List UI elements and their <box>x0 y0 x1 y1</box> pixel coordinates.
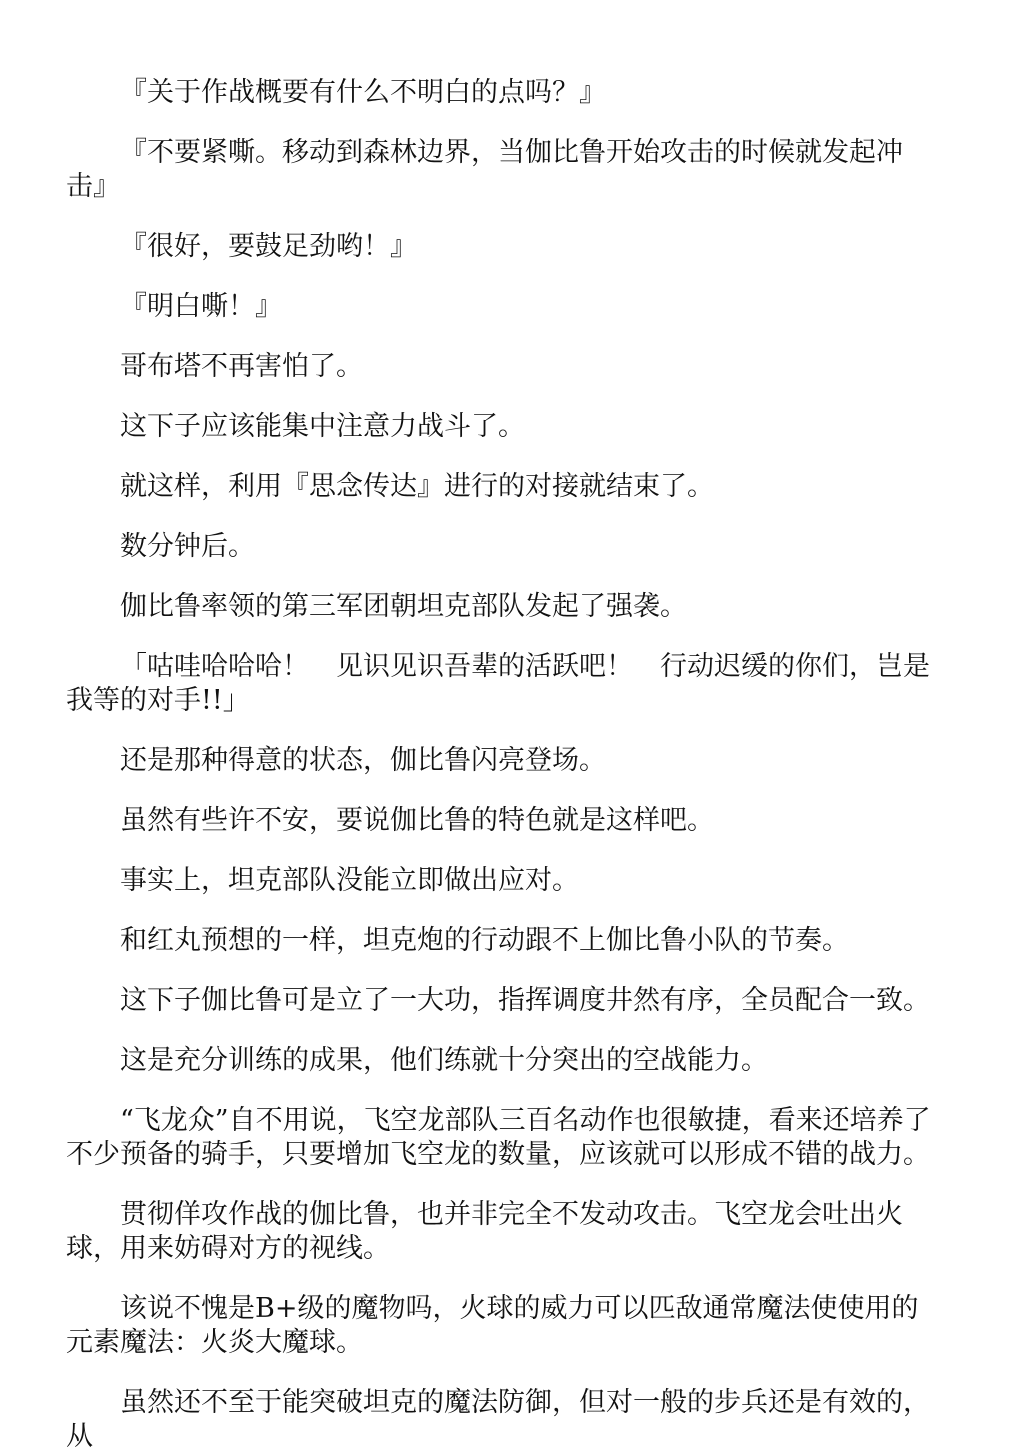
paragraph: 『很好，要鼓足劲哟！』 <box>120 231 417 262</box>
paragraph: 哥布塔不再害怕了。 <box>120 351 363 382</box>
paragraph: 和红丸预想的一样，坦克炮的行动跟不上伽比鲁小队的节奏。 <box>120 925 849 956</box>
paragraph: 还是那种得意的状态，伽比鲁闪亮登场。 <box>120 745 606 776</box>
paragraph: “飞龙众”自不用说，飞空龙部队三百名动作也很敏捷，看来还培养了不少预备的骑手，只要增加飞空龙的数量，应该就可以形成不错的战力。 <box>66 1105 931 1170</box>
paragraph: 这下子应该能集中注意力战斗了。 <box>120 411 525 442</box>
paragraph: 数分钟后。 <box>120 531 255 562</box>
paragraph: 伽比鲁率领的第三军团朝坦克部队发起了强袭。 <box>120 591 687 622</box>
paragraph: 『明白嘶！』 <box>120 291 282 322</box>
paragraph: 『关于作战概要有什么不明白的点吗？』 <box>120 77 606 108</box>
paragraph: 虽然有些许不安，要说伽比鲁的特色就是这样吧。 <box>120 805 714 836</box>
paragraph: 事实上，坦克部队没能立即做出应对。 <box>120 865 579 896</box>
paragraph: 该说不愧是B+级的魔物吗，火球的威力可以匹敌通常魔法使使用的元素魔法：火炎大魔球。 <box>66 1293 919 1358</box>
paragraph: 「咕哇哈哈哈！ 见识见识吾辈的活跃吧！ 行动迟缓的你们，岂是我等的对手!!」 <box>66 651 930 716</box>
paragraph: 『不要紧嘶。移动到森林边界，当伽比鲁开始攻击的时候就发起冲击』 <box>66 137 903 202</box>
text-body <box>66 76 932 1454</box>
paragraph: 就这样，利用『思念传达』进行的对接就结束了。 <box>120 471 714 502</box>
paragraph: 这是充分训练的成果，他们练就十分突出的空战能力。 <box>120 1045 768 1076</box>
paragraph: 贯彻佯攻作战的伽比鲁，也并非完全不发动攻击。飞空龙会吐出火球，用来妨碍对方的视线。 <box>66 1199 903 1264</box>
paragraph: 这下子伽比鲁可是立了一大功，指挥调度井然有序，全员配合一致。 <box>120 985 930 1016</box>
paragraph: 虽然还不至于能突破坦克的魔法防御，但对一般的步兵还是有效的，从 <box>66 1387 930 1452</box>
